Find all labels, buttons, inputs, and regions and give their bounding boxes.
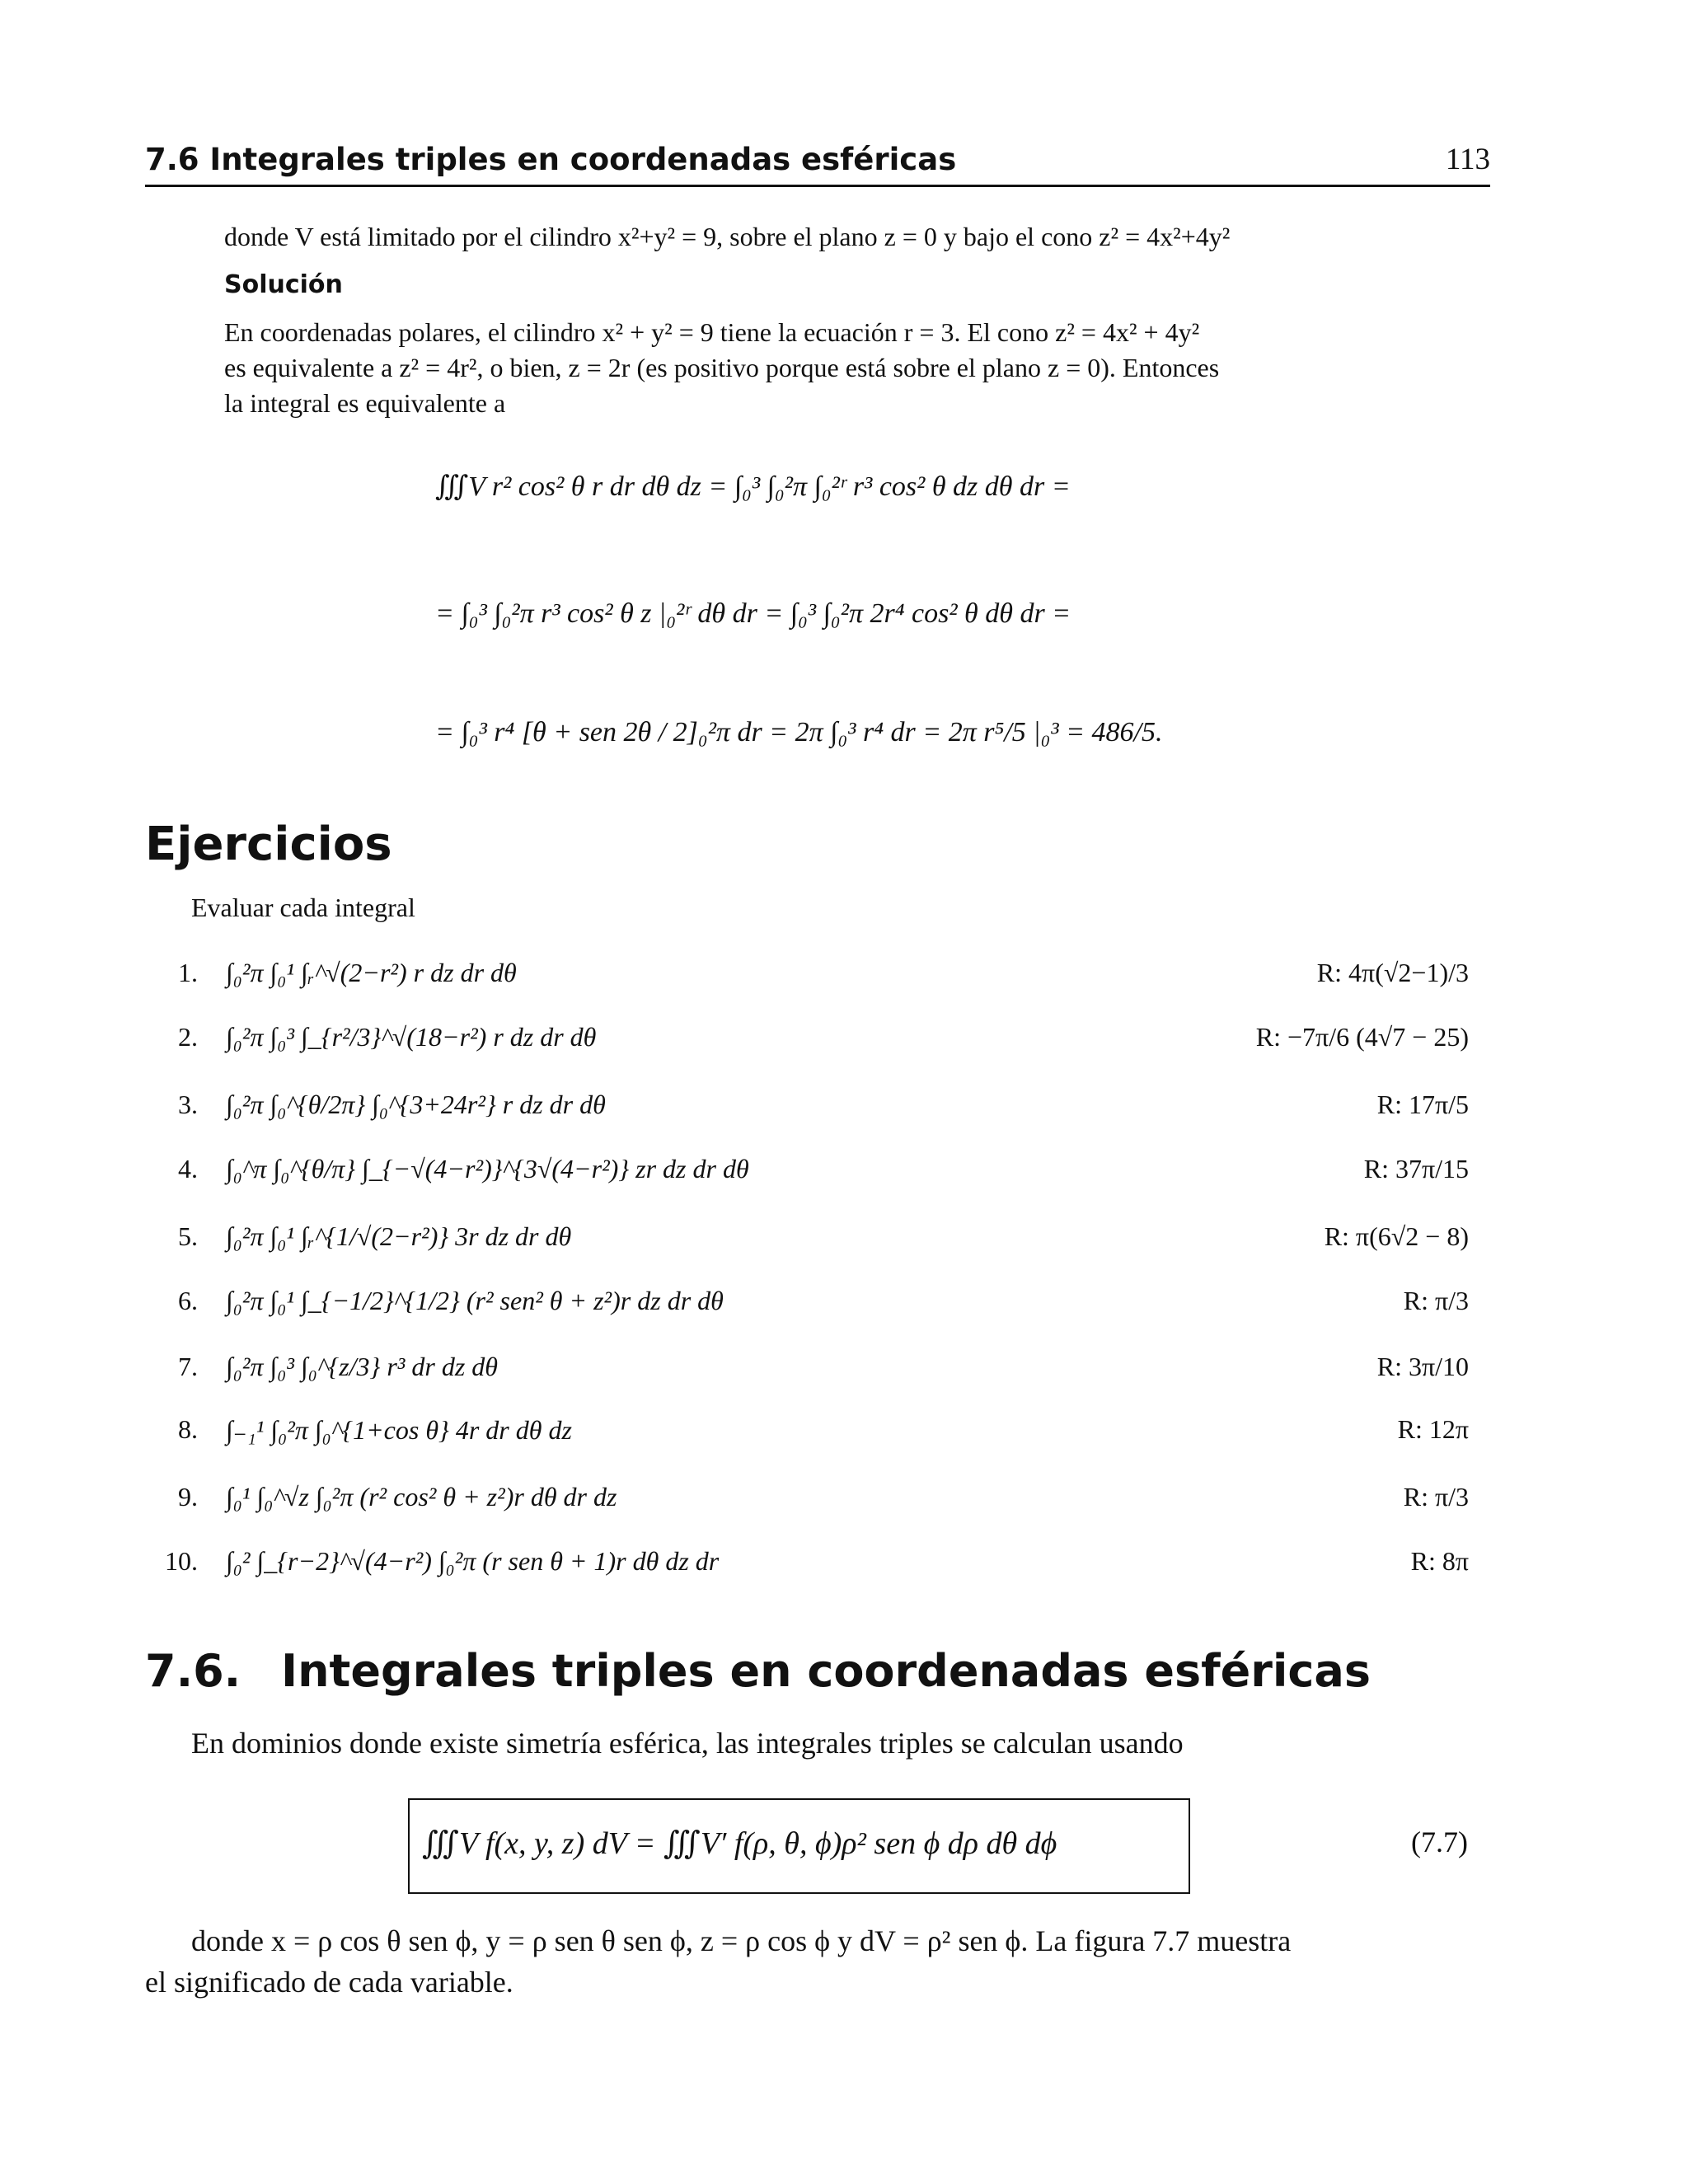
section-number: 7.6.: [145, 1645, 241, 1697]
exercise-answer: R: π/3: [1403, 1482, 1469, 1511]
exercise-answer: R: 8π: [1410, 1546, 1469, 1576]
exercise-integral: ∫₀²π ∫₀¹ ∫ᵣ^{1/√(2−r²)} 3r dz dr dθ: [226, 1221, 572, 1251]
page-number: 113: [1445, 143, 1490, 176]
exercises-intro: Evaluar cada integral: [191, 893, 415, 922]
exercise-number: 1.: [178, 958, 198, 987]
exercise-answer: R: 17π/5: [1376, 1090, 1469, 1119]
exercise-number: 9.: [178, 1482, 198, 1511]
exercise-number: 3.: [178, 1090, 198, 1119]
section-intro: En dominios donde existe simetría esférica, las integrales triples se calculan usando: [191, 1727, 1184, 1760]
derivation-line-3: = ∫₀³ r⁴ [θ + sen 2θ / 2]₀²π dr = 2π ∫₀³ r⁴ dr = 2π r⁵/5 |₀³ = 486/5.: [435, 717, 1163, 748]
section-title: Integrales triples en coordenadas esféricas: [281, 1645, 1371, 1697]
exercise-number: 5.: [178, 1221, 198, 1251]
boxed-equation: ∭V f(x, y, z) dV = ∭V′ f(ρ, θ, ϕ)ρ² sen ϕ dρ dθ dϕ: [422, 1826, 1057, 1861]
exercise-number: 8.: [178, 1414, 198, 1444]
closing-line-2: el significado de cada variable.: [145, 1966, 513, 1999]
exercise-integral: ∫₋₁¹ ∫₀²π ∫₀^{1+cos θ} 4r dr dθ dz: [226, 1415, 572, 1445]
exercise-integral: ∫₀²π ∫₀¹ ∫ᵣ^√(2−r²) r dz dr dθ: [226, 958, 517, 987]
exercise-item: [158, 1352, 1469, 1401]
section-heading: [145, 1645, 1371, 1697]
problem-statement: donde V está limitado por el cilindro x²+y² = 9, sobre el plano z = 0 y bajo el cono z² = 4x²+4y²: [224, 222, 1231, 251]
exercise-item: [158, 958, 1469, 1007]
exercise-number: 4.: [178, 1154, 198, 1183]
exercise-item: [158, 1022, 1469, 1071]
exercise-number: 7.: [178, 1352, 198, 1381]
closing-paragraph: [145, 1920, 1497, 2003]
solution-paragraph: [224, 315, 1395, 421]
exercise-number: 2.: [178, 1022, 198, 1052]
exercises-heading: Ejercicios: [145, 818, 392, 871]
exercise-answer: R: π/3: [1403, 1286, 1469, 1315]
running-head: [145, 142, 1490, 187]
exercise-item: [158, 1286, 1469, 1335]
running-head-title: 7.6 Integrales triples en coordenadas esféricas: [145, 142, 957, 177]
solution-line-3: la integral es equivalente a: [224, 388, 506, 418]
exercise-item: [158, 1221, 1469, 1271]
exercise-integral: ∫₀² ∫_{r−2}^√(4−r²) ∫₀²π (r sen θ + 1)r dθ dz dr: [226, 1546, 720, 1576]
exercise-item: [158, 1414, 1469, 1464]
exercise-answer: R: π(6√2 − 8): [1324, 1221, 1469, 1251]
exercise-answer: R: −7π/6 (4√7 − 25): [1255, 1022, 1469, 1052]
derivation-line-1: ∭V r² cos² θ r dr dθ dz = ∫₀³ ∫₀²π ∫₀²ʳ r³ cos² θ dz dθ dr =: [435, 471, 1071, 502]
solution-heading: Solución: [224, 270, 343, 299]
solution-line-2: es equivalente a z² = 4r², o bien, z = 2r (es positivo porque está sobre el plano z = 0). Entonces: [224, 353, 1220, 382]
exercise-answer: R: 3π/10: [1376, 1352, 1469, 1381]
closing-line-1: donde x = ρ cos θ sen ϕ, y = ρ sen θ sen ϕ, z = ρ cos ϕ y dV = ρ² sen ϕ. La figura 7.7 muestra: [191, 1924, 1292, 1957]
exercise-integral: ∫₀²π ∫₀³ ∫_{r²/3}^√(18−r²) r dz dr dθ: [226, 1022, 597, 1052]
exercise-integral: ∫₀¹ ∫₀^√z ∫₀²π (r² cos² θ + z²)r dθ dr dz: [226, 1482, 617, 1511]
exercise-integral: ∫₀²π ∫₀¹ ∫_{−1/2}^{1/2} (r² sen² θ + z²)r dz dr dθ: [226, 1286, 724, 1315]
equation-number: (7.7): [1411, 1825, 1468, 1858]
exercise-answer: R: 12π: [1397, 1414, 1469, 1444]
exercise-item: [158, 1482, 1469, 1531]
exercise-item: [158, 1546, 1469, 1596]
exercise-answer: R: 4π(√2−1)/3: [1316, 958, 1469, 987]
derivation-line-2: = ∫₀³ ∫₀²π r³ cos² θ z |₀²ʳ dθ dr = ∫₀³ ∫₀²π 2r⁴ cos² θ dθ dr =: [435, 598, 1071, 629]
exercise-answer: R: 37π/15: [1363, 1154, 1469, 1183]
solution-line-1: En coordenadas polares, el cilindro x² + y² = 9 tiene la ecuación r = 3. El cono z² = 4x² + 4y²: [224, 317, 1200, 347]
exercise-integral: ∫₀²π ∫₀^{θ/2π} ∫₀^{3+24r²} r dz dr dθ: [226, 1090, 606, 1119]
exercise-item: [158, 1090, 1469, 1139]
exercise-number: 10.: [165, 1546, 198, 1576]
exercise-item: [158, 1154, 1469, 1203]
exercise-integral: ∫₀²π ∫₀³ ∫₀^{z/3} r³ dr dz dθ: [226, 1352, 498, 1381]
exercise-number: 6.: [178, 1286, 198, 1315]
exercise-integral: ∫₀^π ∫₀^{θ/π} ∫_{−√(4−r²)}^{3√(4−r²)} zr dz dr dθ: [226, 1154, 749, 1183]
